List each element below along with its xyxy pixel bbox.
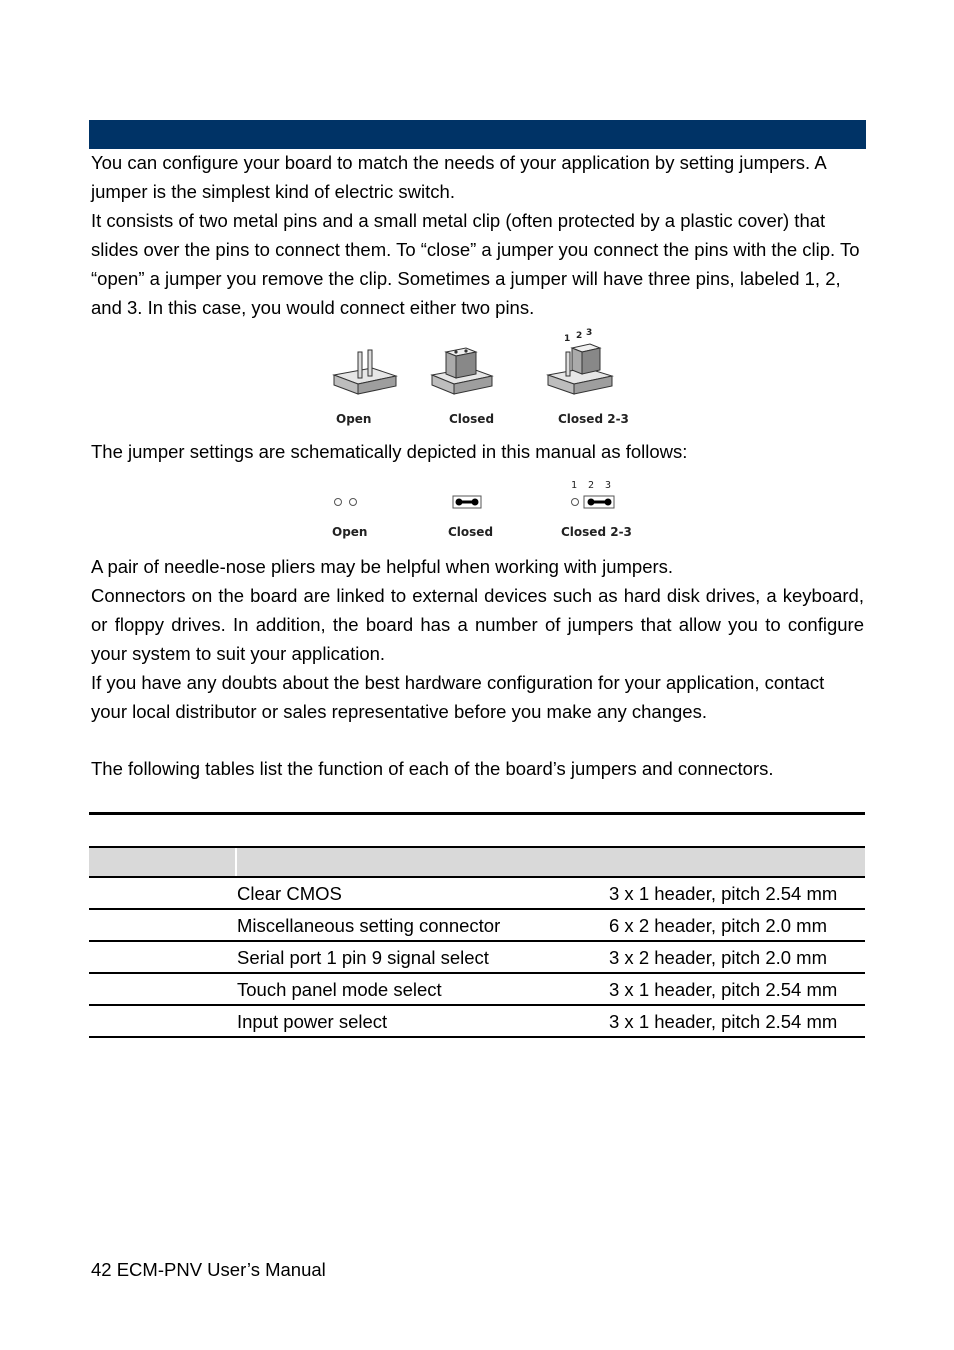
table-row <box>89 910 865 942</box>
closed23-label: Closed 2-3 <box>558 412 629 426</box>
schematic-open-label: Open <box>332 525 368 539</box>
table-row <box>89 974 865 1006</box>
body-paragraph-1: A pair of needle-nose pliers may be helpful when working with jumpers. <box>91 556 674 577</box>
table-row <box>89 1006 865 1038</box>
intro-paragraph-1: You can configure your board to match the needs of your application by setting jumpers. A jumper is the simplest kind of electric switch. <box>91 152 826 202</box>
schematic-pin-3: 3 <box>605 480 612 491</box>
closed-jumper-illustration <box>432 348 492 394</box>
section-divider <box>89 812 865 815</box>
closed-schematic <box>453 496 481 508</box>
row-function: Touch panel mode select <box>237 979 442 1000</box>
table-row <box>89 878 865 910</box>
row-type: 3 x 1 header, pitch 2.54 mm <box>609 979 838 1000</box>
row-type: 3 x 1 header, pitch 2.54 mm <box>609 883 838 904</box>
jumper-schematic-figure <box>320 478 640 544</box>
table-row <box>89 942 865 974</box>
pin-number-1: 1 <box>564 334 571 344</box>
schematic-closed-label: Closed <box>448 525 494 539</box>
open-label: Open <box>336 412 372 426</box>
page-footer: 42 ECM-PNV User’s Manual <box>91 1259 326 1280</box>
row-type: 6 x 2 header, pitch 2.0 mm <box>609 915 828 936</box>
closed23-schematic <box>572 496 615 508</box>
body-paragraph-3: If you have any doubts about the best hardware configuration for your application, contact your local distributor or sales representative before you make any changes. <box>91 672 825 722</box>
pin-number-2: 2 <box>576 331 583 341</box>
row-type: 3 x 1 header, pitch 2.54 mm <box>609 1011 838 1032</box>
schematic-closed23-label: Closed 2-3 <box>561 525 632 539</box>
intro-paragraph-2: It consists of two metal pins and a small metal clip (often protected by a plastic cover) that slides over the pins to connect them. To “close” a jumper you connect the pins with the clip. To “open” a jumper you remove the clip. Sometimes a jumper will have three pins, labeled 1, 2, and 3. In this case, you would connect either two pins. <box>91 210 860 318</box>
closed23-jumper-illustration <box>548 344 612 394</box>
open-schematic <box>335 499 357 506</box>
table-header <box>89 846 865 878</box>
row-function: Miscellaneous setting connector <box>237 915 501 936</box>
row-type: 3 x 2 header, pitch 2.0 mm <box>609 947 828 968</box>
closed-label: Closed <box>449 412 495 426</box>
body-paragraph-4: The following tables list the function of each of the board’s jumpers and connectors. <box>91 758 774 779</box>
open-jumper-illustration <box>334 350 396 394</box>
schematic-caption: The jumper settings are schematically depicted in this manual as follows: <box>91 441 688 462</box>
row-function: Clear CMOS <box>237 883 342 904</box>
schematic-pin-1: 1 <box>571 480 578 491</box>
section-title-bar <box>89 120 866 149</box>
pin-number-3: 3 <box>586 328 593 338</box>
table-header-divider <box>235 848 237 876</box>
row-function: Input power select <box>237 1011 388 1032</box>
jumper-3d-figure <box>320 330 640 430</box>
body-paragraph-2: Connectors on the board are linked to external devices such as hard disk drives, a keyboard, or floppy drives. In addition, the board has a number of jumpers that allow you to configure your system to suit your application. <box>91 585 864 664</box>
schematic-pin-2: 2 <box>588 480 595 491</box>
row-function: Serial port 1 pin 9 signal select <box>237 947 489 968</box>
